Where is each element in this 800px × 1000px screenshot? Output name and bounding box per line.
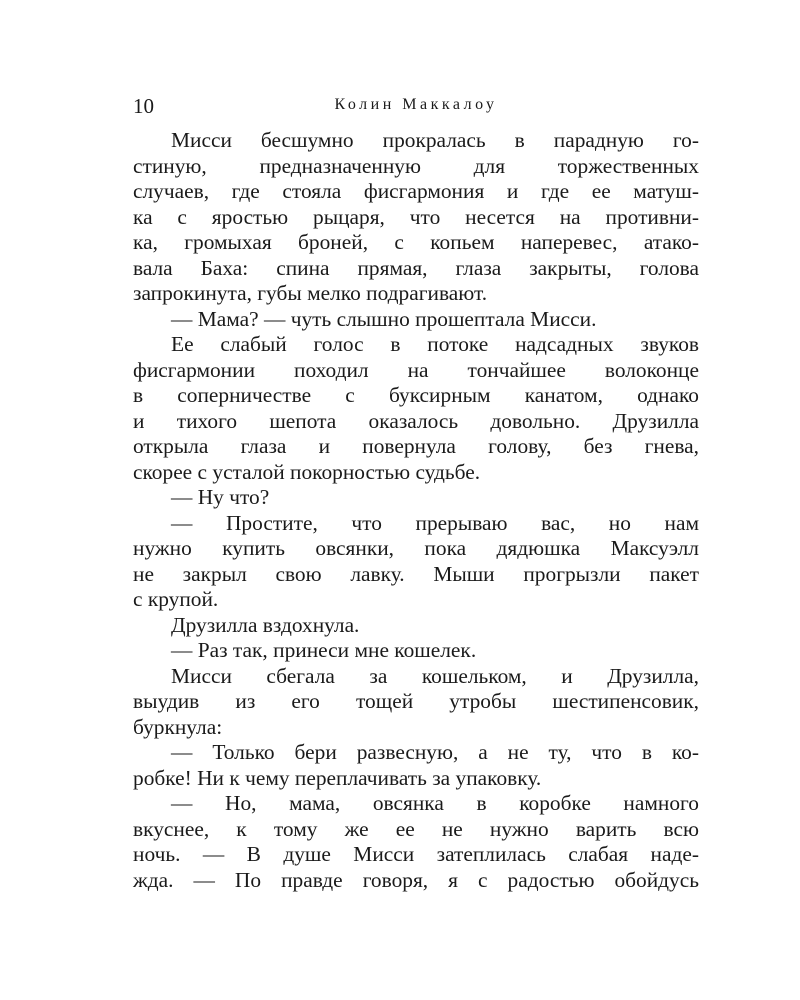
text-line: вала Баха: спина прямая, глаза закрыты, голова xyxy=(133,255,699,280)
text-line: Мисси бесшумно прокралась в парадную го- xyxy=(171,128,699,152)
text-line: стиную, предназначенную для торжественных xyxy=(133,153,699,178)
text-line: буркнула: xyxy=(133,714,223,739)
text-line: нужно купить овсянки, пока дядюшка Максуэлл xyxy=(133,536,699,560)
text-line: в соперничестве с буксирным канатом, однако xyxy=(133,383,699,407)
text-line: робке! Ни к чему переплачивать за упаковку. xyxy=(133,765,542,790)
text-line: Друзилла вздохнула. xyxy=(171,612,360,637)
text-line: запрокинута, губы мелко подрагивают. xyxy=(133,281,488,305)
text-line: вкуснее, к тому же ее не нужно варить всю xyxy=(133,816,699,841)
text-line: с крупой. xyxy=(133,587,219,611)
text-line: открыла глаза и повернула голову, без гнева, xyxy=(133,434,699,458)
text-line: — Мама? — чуть слышно прошептала Мисси. xyxy=(171,306,597,331)
text-line: жда. — По правде говоря, я с радостью обойдусь xyxy=(133,867,699,892)
text-line: ка с яростью рыцаря, что несется на противни- xyxy=(133,204,699,229)
text-line: фисгармонии походил на тончайшее волоконце xyxy=(133,357,699,382)
text-line: — Но, мама, овсянка в коробке намного xyxy=(171,791,699,815)
text-line: и тихого шепота оказалось довольно. Друзилла xyxy=(133,408,699,433)
running-head-author: Колин Маккалоу xyxy=(334,96,498,113)
text-line: ночь. — В душе Мисси затеплилась слабая наде- xyxy=(133,842,699,866)
text-line: случаев, где стояла фисгармония и где ее матуш- xyxy=(133,179,699,203)
text-line: скорее с усталой покорностью судьбе. xyxy=(133,459,481,484)
body-text xyxy=(133,128,699,893)
text-line: не закрыл свою лавку. Мыши прогрызли пакет xyxy=(133,561,699,586)
text-line: Мисси сбегала за кошельком, и Друзилла, xyxy=(171,663,699,688)
text-line: — Ну что? xyxy=(171,485,270,509)
text-line: выудив из его тощей утробы шестипенсовик, xyxy=(133,689,699,713)
page-header xyxy=(133,94,699,122)
text-line: ка, громыхая броней, с копьем наперевес, атако- xyxy=(133,230,699,254)
text-line: — Только бери развесную, а не ту, что в ко- xyxy=(171,740,699,764)
text-line: — Раз так, принеси мне кошелек. xyxy=(171,638,477,662)
text-line: — Простите, что прерываю вас, но нам xyxy=(171,510,699,535)
text-line: Ее слабый голос в потоке надсадных звуков xyxy=(171,332,699,356)
page-number: 10 xyxy=(133,94,154,118)
